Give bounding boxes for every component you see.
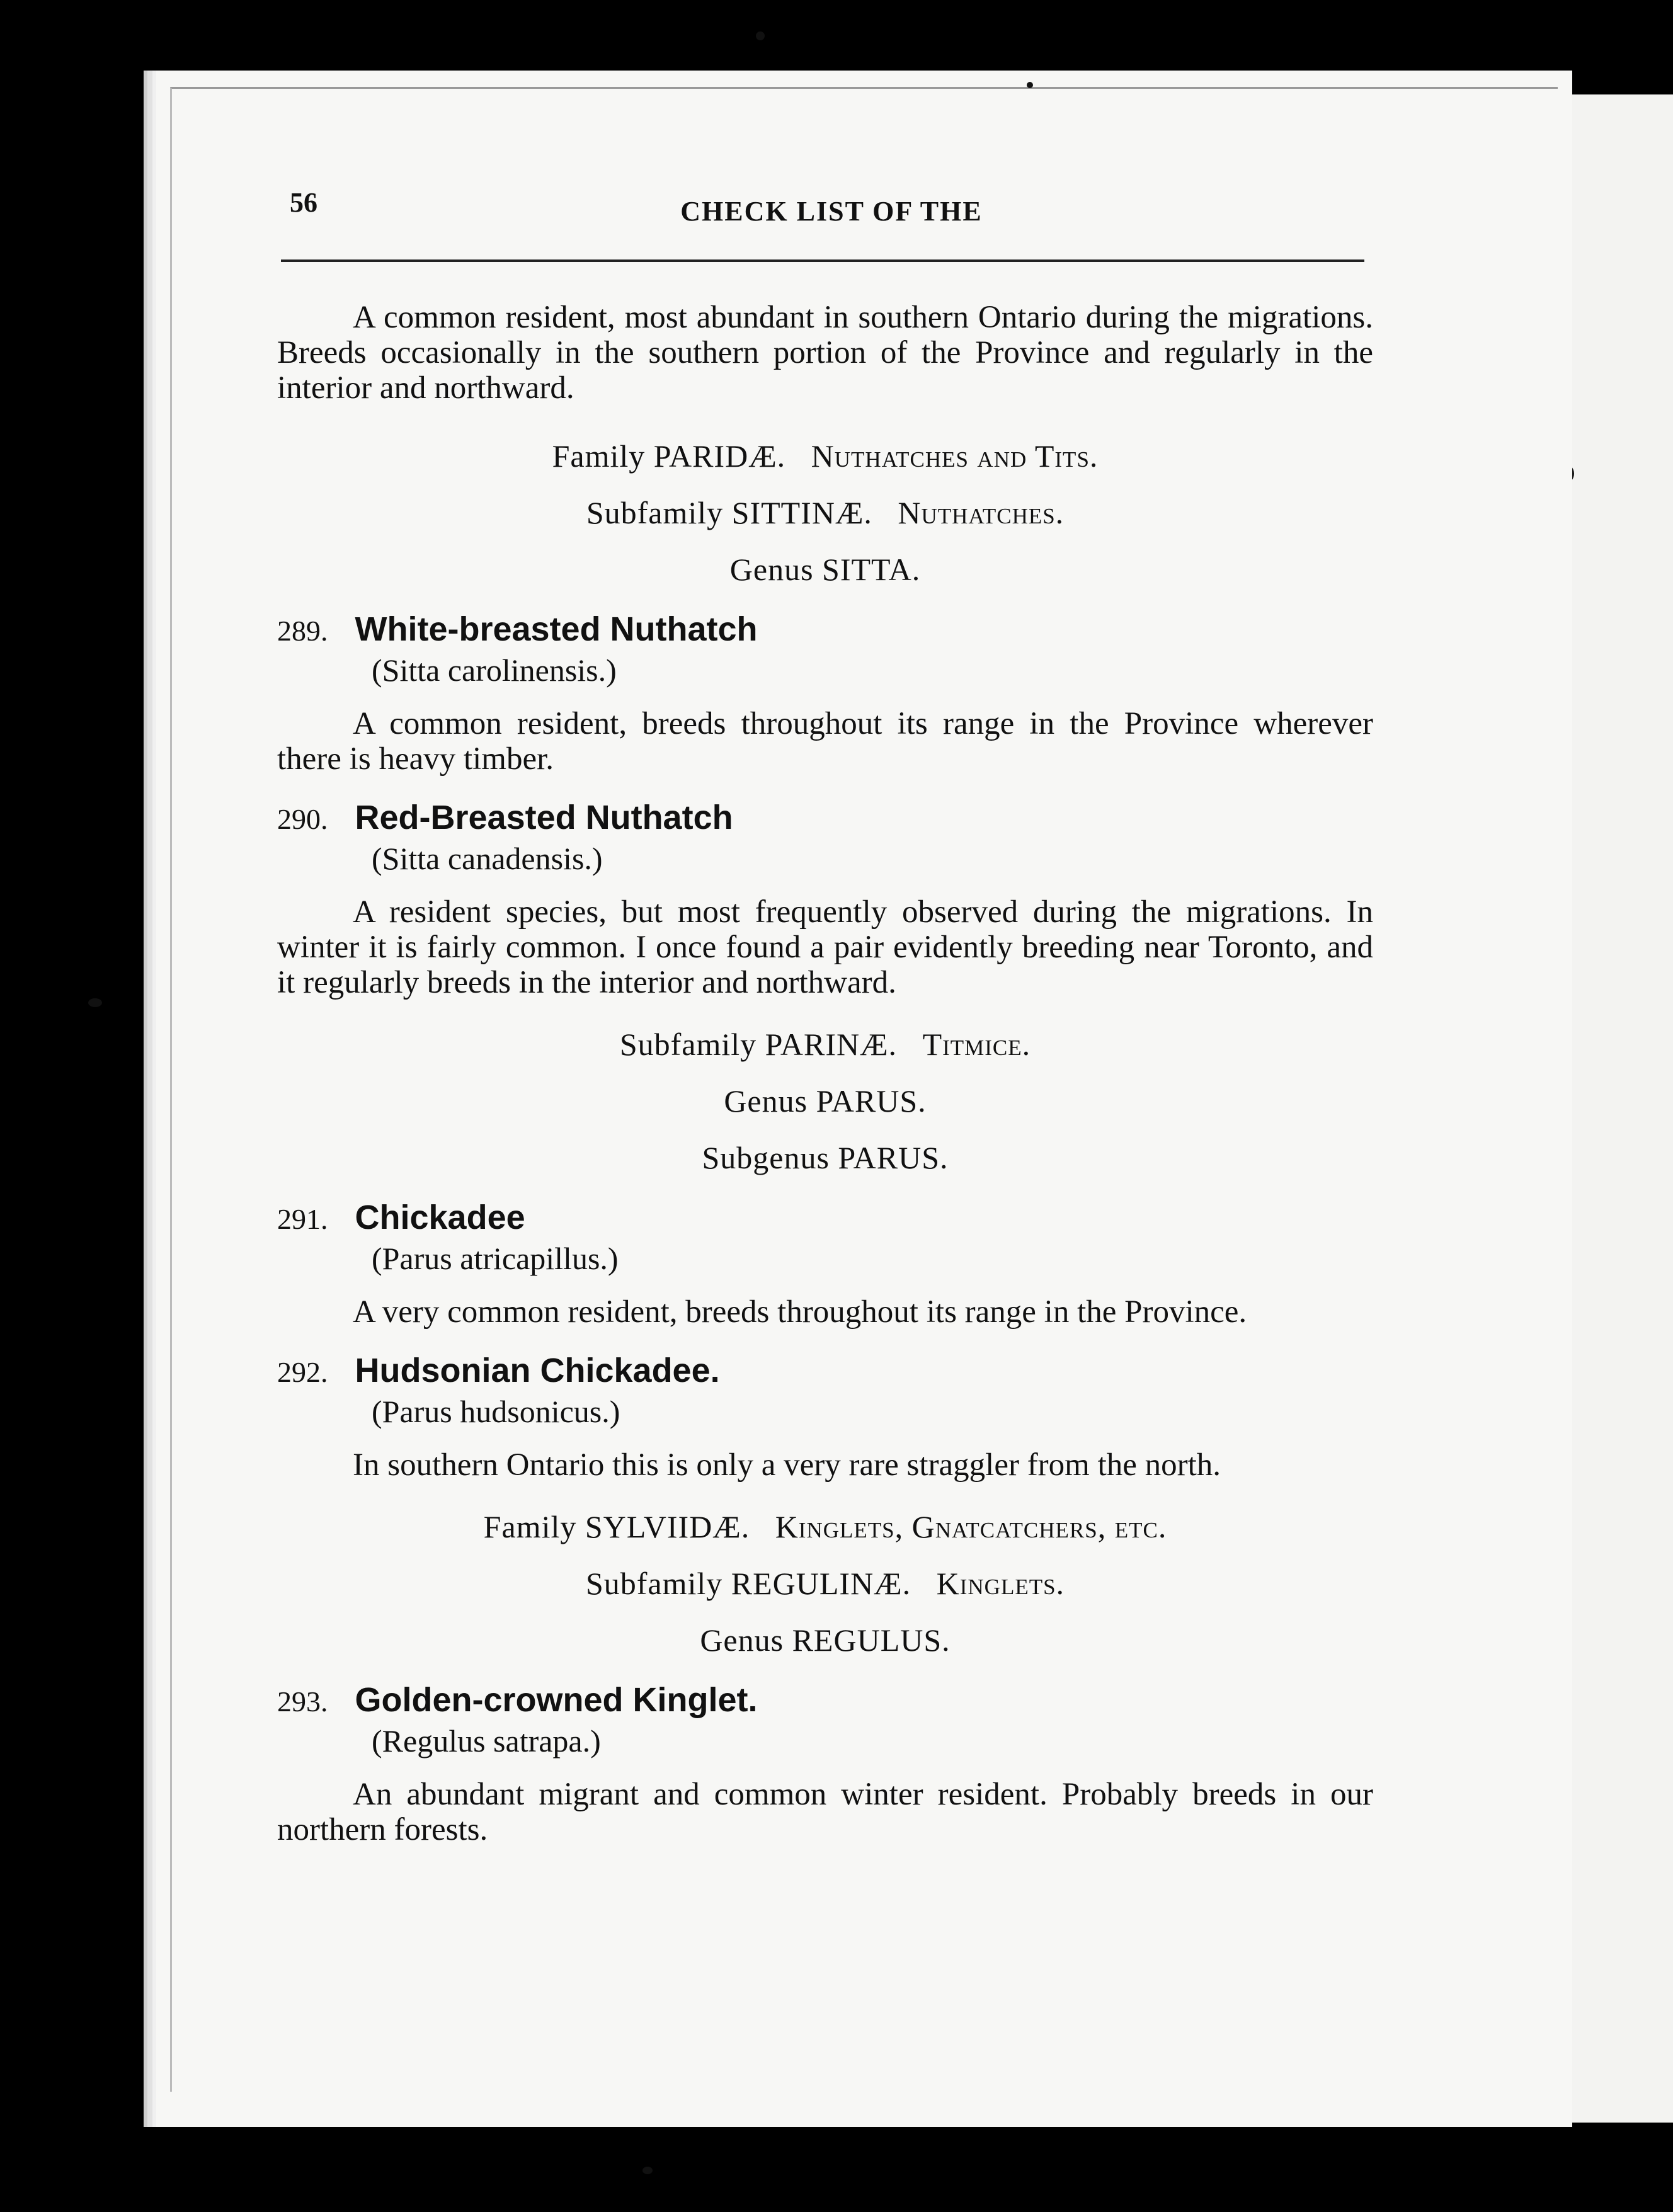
body-text — [277, 300, 1373, 1847]
family-heading — [277, 1508, 1373, 1546]
genus-heading — [277, 1082, 1373, 1120]
species-number: 289. — [277, 615, 328, 647]
species-name: Golden-crowned Kinglet. — [355, 1681, 758, 1719]
species-entry — [277, 1680, 1373, 1721]
page-content — [277, 176, 1386, 1847]
subfamily-heading — [277, 494, 1373, 532]
subfamily-note: Titmice. — [922, 1027, 1031, 1062]
species-number: 291. — [277, 1203, 328, 1235]
scan-speck — [642, 2167, 653, 2174]
species-description: In southern Ontario this is only a very rare straggler from the north. — [353, 1447, 1221, 1483]
family-note: Kinglets, Gnatcatchers, etc. — [775, 1509, 1167, 1544]
family-label: Family SYLVIIDÆ. — [483, 1509, 750, 1544]
family-heading — [277, 437, 1373, 475]
subfamily-label: Subfamily PARINÆ. — [619, 1027, 898, 1062]
header-rule — [281, 259, 1364, 262]
family-label: Family PARIDÆ. — [552, 438, 786, 474]
intro-paragraph: A common resident, most abundant in southern Ontario during the migrations. Breeds occasionally in the southern portion of the Province and regularly in the interior and northward. — [277, 300, 1373, 406]
scan-speck — [88, 998, 102, 1007]
subfamily-heading — [277, 1025, 1373, 1063]
subfamily-heading — [277, 1565, 1373, 1602]
page-number: 56 — [290, 187, 317, 218]
species-number: 293. — [277, 1685, 328, 1718]
scientific-name: (Parus atricapillus.) — [372, 1241, 619, 1276]
subgenus-heading — [277, 1139, 1373, 1177]
species-description: A common resident, breeds throughout its range in the Province wherever there is heavy timber. — [277, 706, 1373, 777]
family-note: Nuthatches and Tits. — [811, 438, 1099, 474]
species-description: An abundant migrant and common winter resident. Probably breeds in our northern forests. — [277, 1777, 1373, 1847]
species-name: Chickadee — [355, 1199, 525, 1236]
species-name: Red-Breasted Nuthatch — [355, 799, 733, 836]
species-entry — [277, 1351, 1373, 1392]
subfamily-note: Kinglets. — [936, 1566, 1065, 1601]
genus-heading — [277, 1621, 1373, 1659]
species-entry — [277, 798, 1373, 839]
subfamily-label: Subfamily SITTINÆ. — [586, 495, 872, 530]
species-entry — [277, 610, 1373, 651]
genus-label: Genus PARUS. — [724, 1083, 927, 1119]
running-head — [277, 176, 1386, 233]
scientific-name: (Regulus satrapa.) — [372, 1723, 601, 1759]
species-number: 290. — [277, 803, 328, 835]
species-entry — [277, 1198, 1373, 1239]
species-description: A resident species, but most frequently observed during the migrations. In winter it is fairly common. I once found a pair evidently breeding near Toronto, and it regularly breeds in the interior and northward. — [277, 894, 1373, 1000]
scan-speck — [1027, 82, 1033, 88]
scientific-name: (Parus hudsonicus.) — [372, 1394, 620, 1429]
genus-label: Genus REGULUS. — [700, 1622, 951, 1658]
scientific-name: (Sitta canadensis.) — [372, 841, 603, 876]
scan-speck — [756, 31, 765, 40]
species-name: White-breasted Nuthatch — [355, 610, 758, 648]
genus-label: Genus SITTA. — [729, 552, 921, 587]
species-name: Hudsonian Chickadee. — [355, 1352, 720, 1389]
scientific-name: (Sitta carolinensis.) — [372, 653, 617, 688]
species-number: 292. — [277, 1356, 328, 1388]
subfamily-note: Nuthatches. — [898, 495, 1065, 530]
subgenus-label: Subgenus PARUS. — [702, 1140, 949, 1175]
genus-heading — [277, 550, 1373, 588]
subfamily-label: Subfamily REGULINÆ. — [585, 1566, 911, 1601]
adjacent-page-edge — [1568, 94, 1673, 2123]
species-description: A very common resident, breeds throughout its range in the Province. — [353, 1294, 1247, 1330]
running-title: CHECK LIST OF THE — [680, 196, 983, 227]
